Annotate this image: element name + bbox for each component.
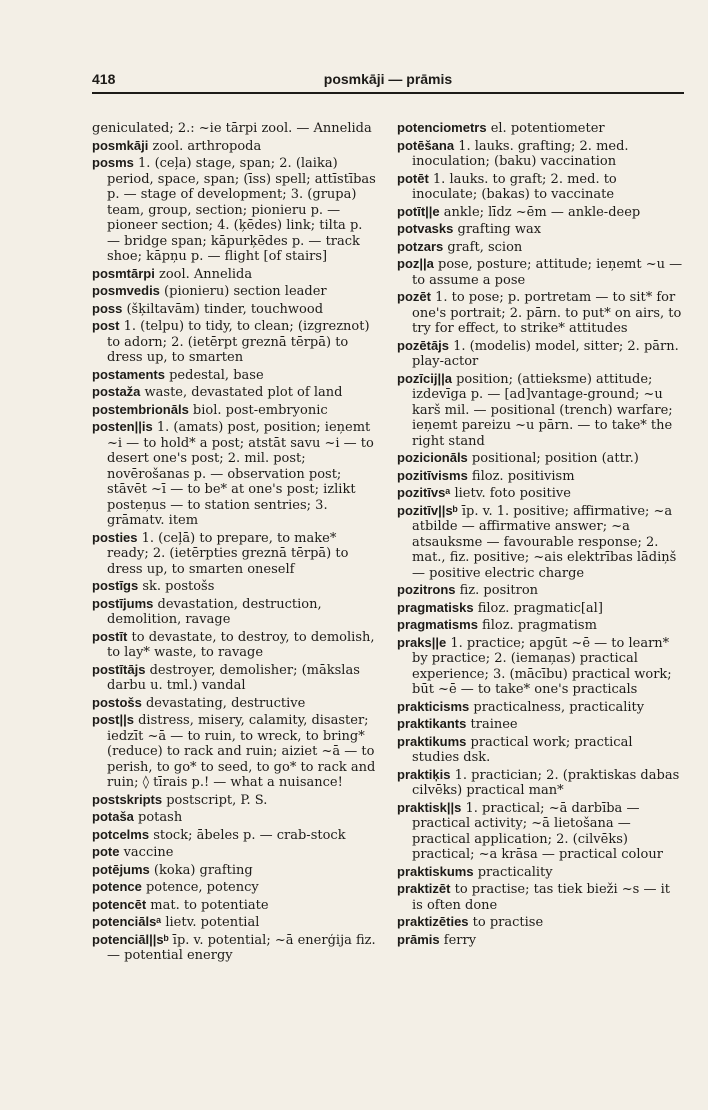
entry-definition: lietv. foto positive — [450, 486, 571, 501]
entry-definition: biol. post-embryonic — [188, 402, 328, 418]
dictionary-entry — [92, 712, 377, 791]
dictionary-entry — [397, 864, 683, 881]
entry-definition: pose, posture; attitude; ieņemt ~u — to assume a pose — [412, 257, 683, 288]
entry-headword: postošs — [92, 694, 142, 710]
entry-headword: pozicionāls — [397, 450, 468, 465]
entry-headword: potenciometrs — [397, 120, 487, 135]
entry-definition: filoz. pragmatic[al] — [473, 600, 603, 616]
dictionary-entry — [397, 221, 683, 238]
right-column — [397, 120, 683, 949]
dictionary-entry — [397, 635, 683, 698]
entry-definition: destroyer, demolisher; (mākslas darbu u. tml.) vandal — [107, 662, 360, 693]
dictionary-entry — [397, 582, 683, 599]
dictionary-entry — [92, 402, 377, 419]
dictionary-entry — [92, 629, 377, 661]
entry-definition: waste, devastated plot of land — [140, 385, 343, 400]
dictionary-entry — [92, 120, 377, 137]
entry-headword: potencēt — [92, 896, 147, 912]
entry-definition: filoz. pragmatism — [477, 618, 597, 633]
entry-definition: ferry — [439, 932, 477, 948]
entry-headword: pragmatisms — [397, 617, 478, 632]
dictionary-entry — [397, 881, 683, 913]
entry-headword: postītājs — [92, 661, 146, 677]
entry-definition: trainee — [466, 717, 518, 732]
dictionary-entry — [397, 204, 683, 221]
entry-headword: posmkāji — [92, 137, 149, 153]
entry-definition: 1. lauks. to graft; 2. med. to inoculate; (bakas) to vaccinate — [412, 171, 617, 202]
entry-headword: postījums — [92, 595, 154, 611]
entry-headword: pozitīvisms — [397, 467, 468, 483]
entry-definition: sk. postošs — [138, 579, 215, 594]
dictionary-entry — [92, 419, 377, 529]
dictionary-entry — [397, 699, 683, 716]
entry-definition: 1. practical; ~ā darbība — practical activity; ~ā lietošana — practical application; 2. (cilvēks) practical; ~a krāsa — practical colour — [412, 800, 663, 862]
entry-headword: potcelms — [92, 826, 150, 842]
entry-definition: 1. practician; 2. (praktiskas dabas cilvēks) practical man* — [412, 767, 680, 798]
dictionary-entry — [92, 301, 377, 318]
dictionary-entry — [397, 617, 683, 634]
entry-headword: pozitīv||sᵇ — [397, 502, 458, 518]
entry-headword: postīgs — [92, 578, 139, 593]
entry-definition: ankle; līdz ~ēm — ankle-deep — [439, 204, 641, 220]
entry-headword: posten||is — [92, 419, 153, 434]
page-header — [92, 70, 684, 94]
dictionary-entry — [92, 578, 377, 595]
dictionary-entry — [92, 596, 377, 628]
dictionary-entry — [397, 289, 683, 337]
entry-definition: stock; ābeles p. — crab-stock — [149, 827, 346, 843]
entry-definition: īp. v. 1. positive; affirmative; ~a atbilde — affirmative answer; ~a atsauksme — favourable response; 2. mat., fiz. positive; ~ais elektrības lādiņš — positive electric charge — [412, 503, 677, 581]
entry-headword: postskripts — [92, 791, 163, 807]
dictionary-entry — [397, 468, 683, 485]
entry-headword: potzars — [397, 238, 444, 254]
entry-headword: potenciālsᵃ — [92, 914, 162, 929]
dictionary-entry — [397, 256, 683, 288]
entry-headword: posmtārpi — [92, 265, 155, 281]
entry-headword: post — [92, 318, 120, 333]
dictionary-entry — [397, 371, 683, 450]
dictionary-entry — [92, 318, 377, 366]
entry-headword: pozīcij||a — [397, 370, 452, 386]
entry-headword: postaments — [92, 366, 165, 382]
dictionary-entry — [397, 716, 683, 733]
entry-headword: praktiķis — [397, 766, 451, 782]
dictionary-entry — [92, 138, 377, 155]
dictionary-entry — [92, 155, 377, 265]
entry-headword: pozitrons — [397, 582, 456, 597]
entry-definition: potence, potency — [141, 880, 259, 895]
entry-headword: prāmis — [397, 931, 440, 947]
dictionary-entry — [92, 862, 377, 879]
dictionary-entry — [397, 932, 683, 949]
dictionary-entry — [397, 120, 683, 137]
entry-definition: devastation, destruction, demolition, ravage — [107, 596, 322, 627]
left-column — [92, 120, 377, 965]
entry-headword: potaša — [92, 809, 134, 824]
entry-headword: posties — [92, 529, 138, 545]
entry-definition: devastating, destructive — [141, 695, 306, 711]
dictionary-entry — [92, 266, 377, 283]
dictionary-entry — [92, 695, 377, 712]
dictionary-entry — [92, 844, 377, 861]
dictionary-entry — [397, 914, 683, 931]
dictionary-entry — [397, 800, 683, 863]
entry-definition: 1. to pose; p. portretam — to sit* for one's portrait; 2. pārn. to put* on airs, to try for effect, to strike* attitudes — [412, 290, 682, 336]
entry-definition: lietv. potential — [161, 915, 260, 930]
dictionary-entry — [92, 530, 377, 578]
entry-headword: praks||e — [397, 634, 447, 650]
entry-definition: practicality — [473, 864, 553, 880]
entry-definition: (šķiltavām) tinder, touchwood — [122, 301, 324, 317]
entry-definition: postscript, P. S. — [162, 792, 268, 808]
entry-definition: vaccine — [119, 845, 174, 860]
entry-definition: 1. (telpu) to tidy, to clean; (izgreznot) to adorn; 2. (ietērpt greznā tērpā) to dress up, to smarten — [107, 319, 370, 365]
entry-headword: pote — [92, 844, 120, 859]
entry-headword: prakticisms — [397, 698, 470, 714]
entry-headword: potēšana — [397, 137, 455, 153]
entry-headword: postaža — [92, 384, 141, 399]
entry-definition: potash — [133, 810, 183, 825]
entry-headword: potenciāl||sᵇ — [92, 931, 169, 947]
dictionary-entry — [92, 827, 377, 844]
entry-definition: to devastate, to destroy, to demolish, to lay* waste, to ravage — [107, 629, 375, 660]
entry-headword: praktizēties — [397, 914, 469, 929]
entry-headword: potence — [92, 879, 142, 894]
dictionary-entry — [92, 662, 377, 694]
entry-headword: pragmatisks — [397, 599, 474, 615]
running-head: posmkāji — prāmis — [323, 71, 453, 87]
entry-headword: posmvedis — [92, 283, 160, 298]
entry-definition: 1. (ceļā) to prepare, to make* ready; 2. (ietērpties greznā tērpā) to dress up, to smarten oneself — [107, 530, 349, 577]
entry-headword: pozēt — [397, 289, 431, 304]
entry-headword: pozitīvsᵃ — [397, 485, 451, 500]
dictionary-entry — [92, 792, 377, 809]
entry-definition: filoz. positivism — [467, 468, 575, 484]
entry-definition: 1. lauks. grafting; 2. med. inoculation; (baku) vaccination — [412, 138, 629, 169]
dictionary-entry — [397, 138, 683, 170]
entry-headword: postīt — [92, 628, 128, 644]
entry-definition: 1. (ceļa) stage, span; 2. (laika) period, space, span; (īss) spell; attīstības p. — stage of development; 3. (grupa) team, group, section; pionieru p. — pioneer section; 4. (ķēdes) link; tilta p. — bridge span; kāpurķēdes p. — track shoe; kāpņu p. — flight [of stairs] — [107, 156, 376, 264]
dictionary-entry — [397, 734, 683, 766]
entry-definition: pedestal, base — [164, 367, 264, 383]
entry-definition: positional; position (attr.) — [467, 451, 639, 466]
entry-definition: to practise — [468, 915, 544, 930]
dictionary-entry — [397, 600, 683, 617]
entry-definition: 1. practice; apgūt ~ē — to learn* by practice; 2. (iemaņas) practical experience; 3. (mācību) practical work; būt ~ē — to take* one's practicals — [412, 635, 672, 697]
dictionary-entry — [397, 239, 683, 256]
dictionary-entry — [397, 171, 683, 203]
entry-definition: īp. v. potential; ~ā enerģija fiz. — potential energy — [107, 932, 376, 963]
entry-headword: potīt||e — [397, 203, 440, 219]
entry-headword: postembrionāls — [92, 401, 189, 417]
dictionary-entry — [92, 932, 377, 964]
entry-headword: poz||a — [397, 256, 434, 271]
entry-definition: 1. (modelis) model, sitter; 2. pārn. play-actor — [412, 338, 679, 369]
dictionary-entry — [397, 767, 683, 799]
entry-definition: distress, misery, calamity, disaster; iedzīt ~ā — to ruin, to wreck, to bring* (reduce) to rack and ruin; aiziet ~ā — to perish, to go* to seed, to go* to rack and ruin; ◊ tīrais p.! — what a nuisance! — [107, 713, 376, 790]
dictionary-entry — [397, 450, 683, 467]
entry-definition: position; (attieksme) attitude; izdevīga p. — [ad]vantage-ground; ~u karš mil. — positional (trench) warfare; ieņemt pareizu ~u pārn. — to take* the right stand — [412, 371, 673, 449]
entry-headword: praktiskums — [397, 863, 474, 879]
entry-definition: to practise; tas tiek bieži ~s — it is often done — [412, 882, 670, 913]
entry-headword: posms — [92, 155, 134, 170]
entry-definition: mat. to potentiate — [146, 897, 269, 913]
entry-headword: praktikants — [397, 716, 467, 731]
dictionary-entry — [92, 879, 377, 896]
entry-headword: potvasks — [397, 221, 454, 236]
entry-definition: geniculated; 2.: ~ie tārpi zool. — Annelida — [92, 121, 372, 136]
entry-definition: fiz. positron — [455, 583, 539, 598]
entry-definition: zool. Annelida — [154, 266, 253, 282]
entry-headword: praktisk||s — [397, 799, 462, 815]
entry-definition: grafting wax — [453, 222, 542, 237]
page-number: 418 — [92, 71, 116, 87]
entry-headword: poss — [92, 300, 123, 316]
dictionary-entry — [397, 503, 683, 582]
dictionary-entry — [397, 485, 683, 502]
dictionary-entry — [92, 897, 377, 914]
entry-headword: praktizēt — [397, 881, 451, 896]
entry-definition: practical work; practical studies dsk. — [412, 734, 633, 765]
entry-definition: (pionieru) section leader — [159, 284, 327, 299]
dictionary-entry — [92, 914, 377, 931]
dictionary-entry — [92, 384, 377, 401]
entry-definition: (koka) grafting — [149, 862, 253, 878]
dictionary-entry — [397, 338, 683, 370]
entry-headword: potējums — [92, 861, 150, 877]
entry-headword: post||s — [92, 712, 134, 727]
entry-definition: zool. arthropoda — [148, 138, 262, 154]
entry-definition: 1. (amats) post, position; ieņemt ~i — to hold* a post; atstāt savu ~i — to desert one's post; 2. mil. post; novērošanas p. — observation post; stāvēt ~ī — to be* at one's post; izlikt posteņus — to station sentries; 3. grāmatv. item — [107, 420, 374, 528]
dictionary-entry — [92, 809, 377, 826]
entry-definition: graft, scion — [443, 239, 523, 255]
entry-headword: praktikums — [397, 733, 467, 749]
entry-definition: el. potentiometer — [486, 121, 605, 136]
entry-headword: potēt — [397, 170, 429, 186]
dictionary-entry — [92, 283, 377, 300]
dictionary-entry — [92, 367, 377, 384]
entry-definition: practicalness, practicality — [469, 699, 645, 715]
entry-headword: pozētājs — [397, 337, 450, 353]
